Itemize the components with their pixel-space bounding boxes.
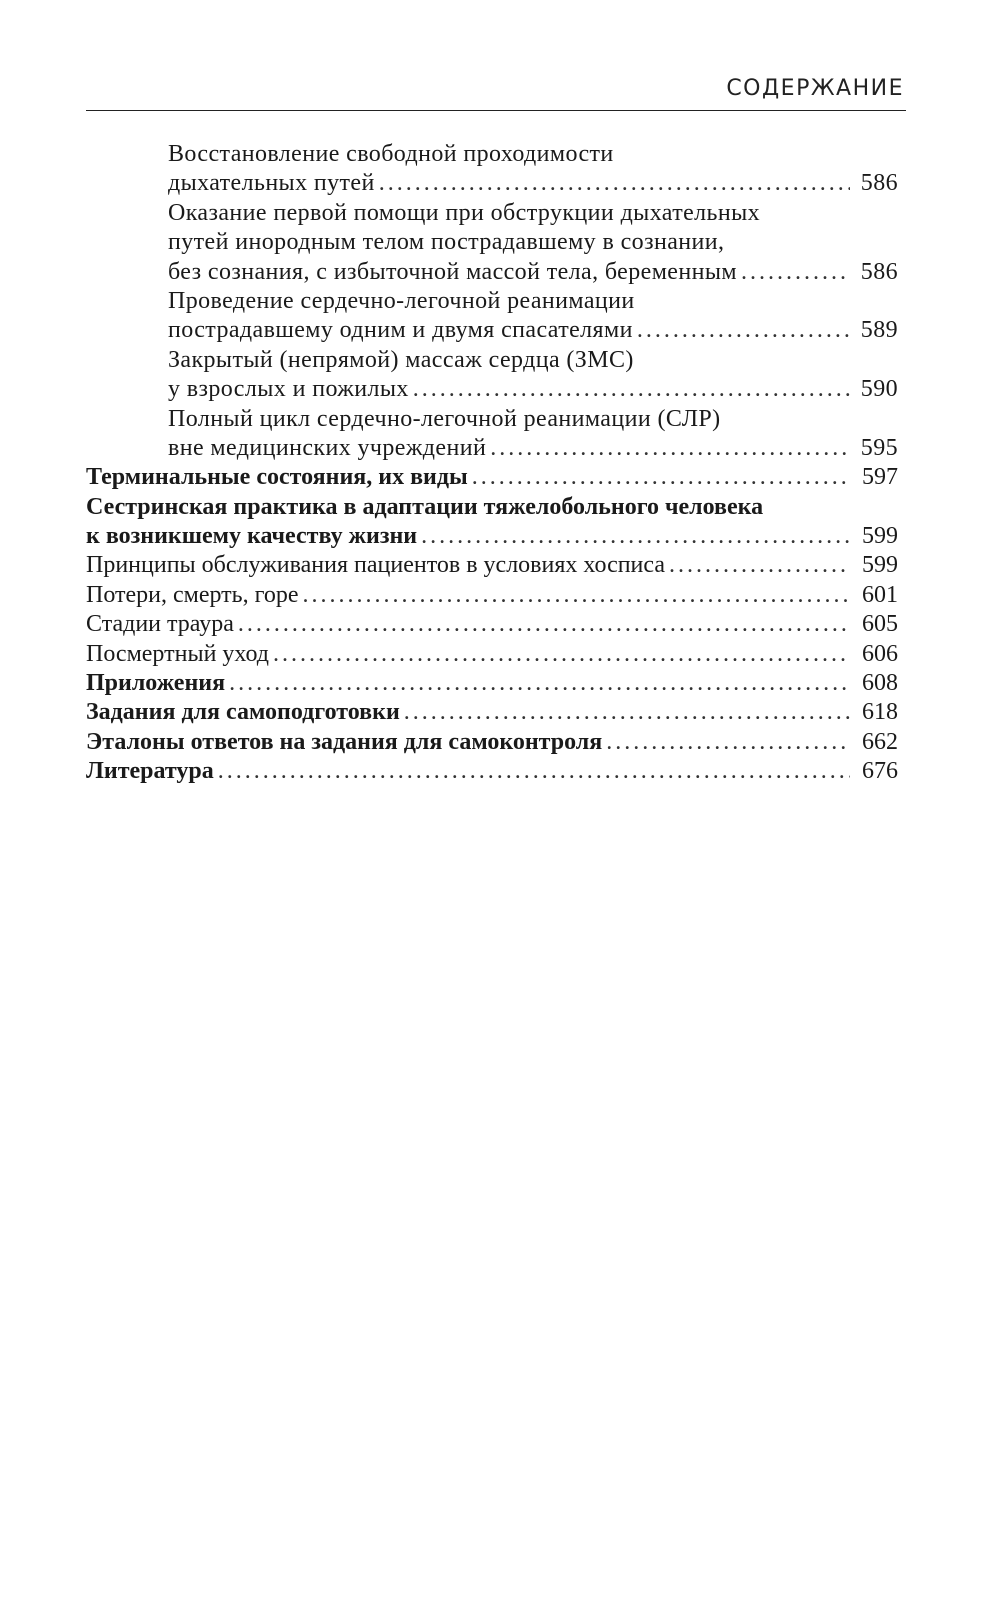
toc-entry-title: без сознания, с избыточной массой тела, беременным (168, 258, 737, 285)
dot-leader (421, 522, 850, 551)
toc-entry-title: Потери, смерть, горе (86, 581, 299, 608)
page-number: 595 (860, 434, 898, 461)
page-number: 589 (860, 317, 898, 344)
toc-entry-last-line (86, 551, 898, 580)
toc-entry-last-line (168, 434, 898, 463)
page-number: 590 (860, 376, 898, 403)
toc-entry-line (168, 287, 898, 316)
dot-leader (606, 728, 850, 757)
toc-entry-title: Терминальные состояния, их виды (86, 464, 468, 491)
dot-leader (637, 316, 850, 345)
toc-entry-last-line (86, 463, 898, 492)
toc-entry (86, 669, 898, 698)
toc-entry (86, 728, 898, 757)
toc-entry-last-line (168, 258, 898, 287)
toc-entry-last-line (86, 757, 898, 786)
toc-entry-line (168, 140, 898, 169)
dot-leader (218, 757, 850, 786)
toc-entry (86, 757, 898, 786)
toc-entry-title: Закрытый (непрямой) массаж сердца (ЗМС) (168, 346, 634, 373)
header-title: СОДЕРЖАНИЕ (726, 76, 904, 101)
toc-entry-title: Приложения (86, 670, 226, 697)
page-number: 618 (862, 699, 898, 726)
toc-entry-last-line (86, 610, 898, 639)
dot-leader (413, 375, 850, 404)
toc-entry (86, 463, 898, 492)
toc-entry-title: Посмертный уход (86, 640, 270, 667)
toc-entry (86, 493, 898, 552)
toc-entry (168, 199, 898, 287)
page-number: 676 (862, 758, 898, 785)
toc-entry-title: Литература (86, 758, 214, 785)
toc-entry-title: пострадавшему одним и двумя спасателями (168, 317, 633, 344)
toc-entry-title: у взрослых и пожилых (168, 376, 409, 403)
toc-entry-title: Принципы обслуживания пациентов в условиях хосписа (86, 552, 665, 579)
page-number: 597 (862, 464, 898, 491)
toc-entry-last-line (86, 728, 898, 757)
toc-entry-line (168, 199, 898, 228)
page-number: 586 (860, 170, 898, 197)
page-number: 608 (862, 670, 898, 697)
toc-entry-title: к возникшему качеству жизни (86, 523, 418, 550)
toc-entry-title: Полный цикл сердечно-легочной реанимации (СЛР) (168, 405, 721, 432)
toc-entry-title: Проведение сердечно-легочной реанимации (168, 287, 635, 314)
dot-leader (741, 258, 850, 287)
page-number: 605 (862, 611, 898, 638)
toc-entry-last-line (168, 169, 898, 198)
page-number: 599 (862, 552, 898, 579)
toc-entry-line (168, 346, 898, 375)
page-number: 599 (862, 523, 898, 550)
page-number: 601 (862, 581, 898, 608)
toc-entry-title: путей инородным телом пострадавшему в сознании, (168, 229, 725, 256)
toc-entry-last-line (86, 522, 898, 551)
toc-entry-last-line (86, 640, 898, 669)
page-number: 586 (860, 258, 898, 285)
running-header (86, 74, 906, 111)
dot-leader (273, 640, 850, 669)
toc-entry-last-line (168, 375, 898, 404)
toc-entry-line (168, 405, 898, 434)
toc-entry (86, 581, 898, 610)
toc-entry (168, 140, 898, 199)
dot-leader (404, 698, 850, 727)
toc-entry-line (86, 493, 898, 522)
dot-leader (379, 169, 850, 198)
toc-entry-last-line (168, 316, 898, 345)
dot-leader (472, 463, 850, 492)
toc-entry-title: Эталоны ответов на задания для самоконтроля (86, 728, 603, 755)
toc-entry (86, 640, 898, 669)
toc-entry-last-line (86, 669, 898, 698)
toc-entry (168, 405, 898, 464)
toc-entry-title: Стадии траура (86, 611, 234, 638)
toc-entry-last-line (86, 698, 898, 727)
toc-entry-title: вне медицинских учреждений (168, 434, 487, 461)
dot-leader (229, 669, 850, 698)
dot-leader (669, 551, 850, 580)
toc-entry-last-line (86, 581, 898, 610)
toc-entry (86, 610, 898, 639)
toc-entry-title: Задания для самоподготовки (86, 699, 400, 726)
toc-entry (86, 551, 898, 580)
toc-entry (86, 698, 898, 727)
toc-entry-title: Сестринская практика в адаптации тяжелобольного человека (86, 493, 764, 520)
dot-leader (490, 434, 850, 463)
toc-entry-line (168, 228, 898, 257)
toc-entry (168, 287, 898, 346)
dot-leader (238, 610, 850, 639)
toc-entry-title: Восстановление свободной проходимости (168, 141, 614, 167)
page-number: 606 (862, 640, 898, 667)
dot-leader (303, 581, 850, 610)
toc-entry-title: Оказание первой помощи при обструкции дыхательных (168, 199, 761, 226)
toc-entry (168, 346, 898, 405)
table-of-contents (0, 140, 1000, 787)
toc-entry-title: дыхательных путей (168, 170, 375, 197)
page-number: 662 (862, 728, 898, 755)
